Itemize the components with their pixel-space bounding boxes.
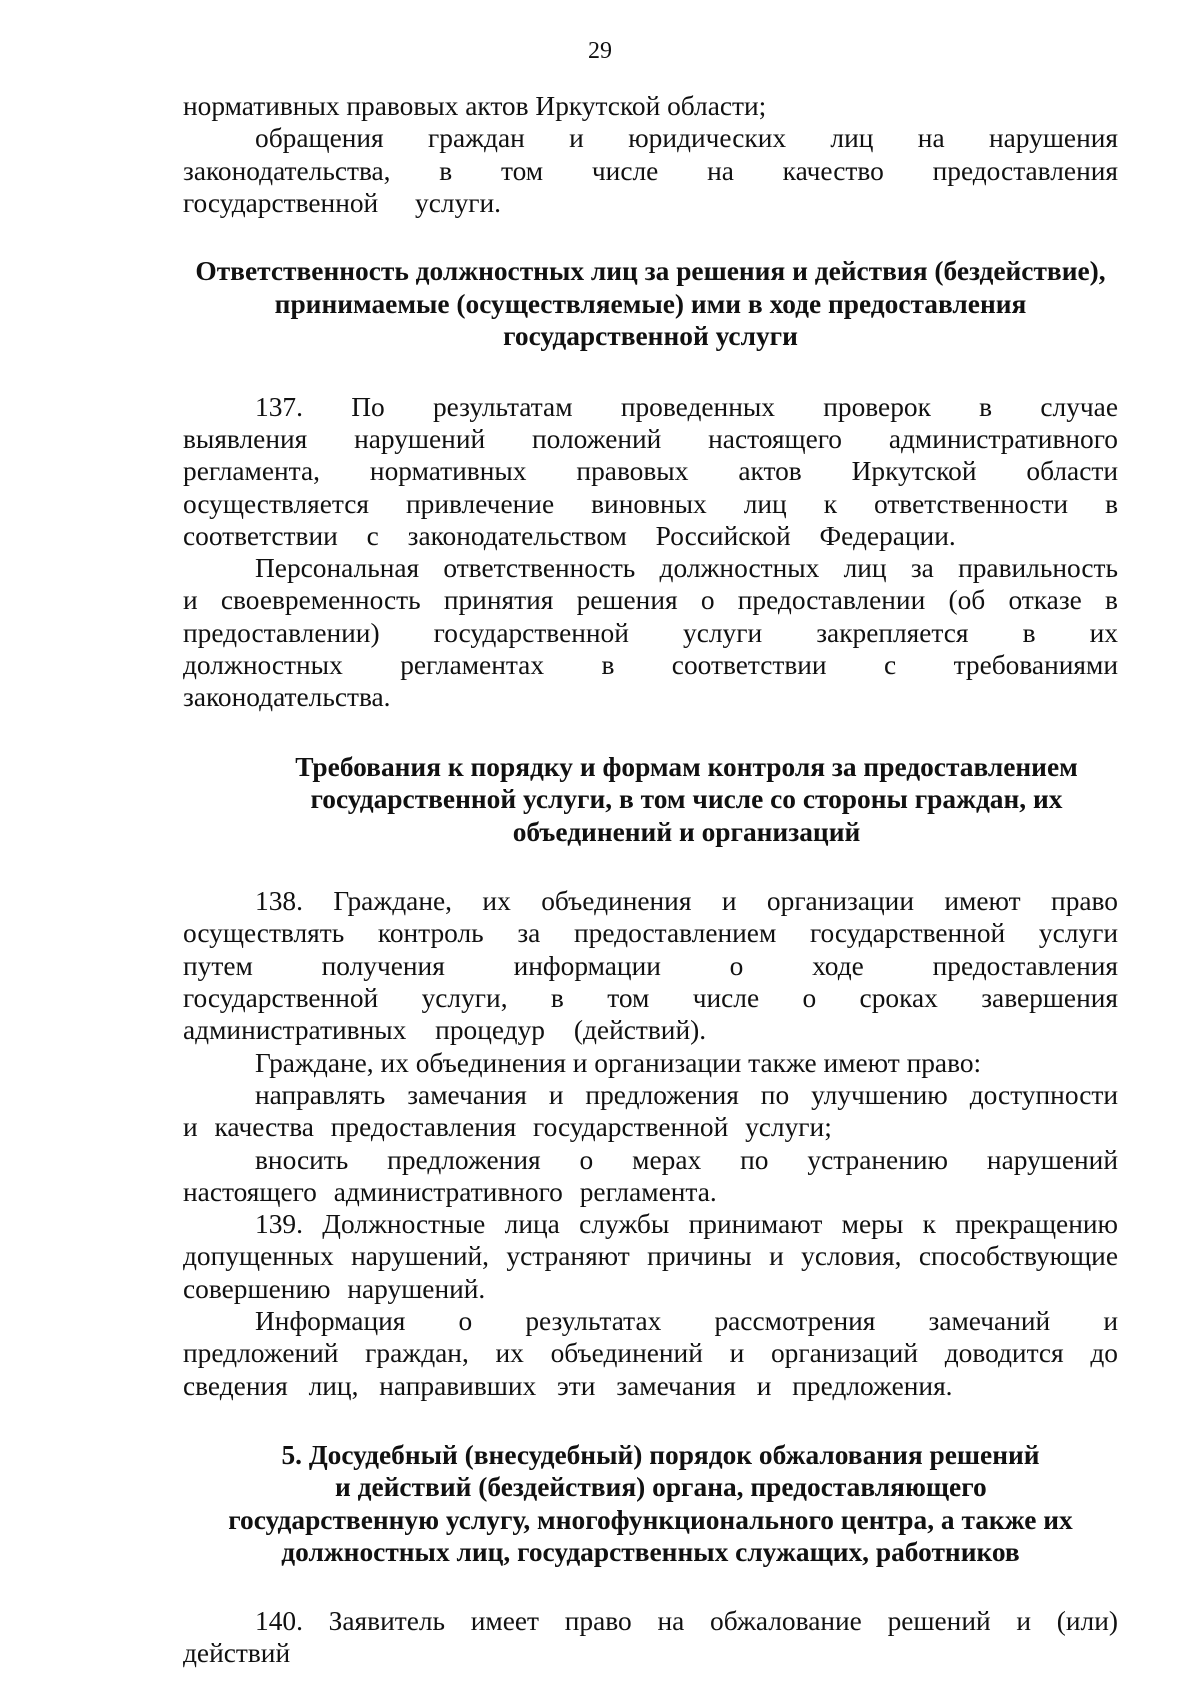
document-body (183, 90, 1118, 1670)
section-heading-5-line3: государственную услугу, многофункционального центра, а также их (228, 1504, 1073, 1535)
section-heading-5-line2: и действий (бездействия) органа, предоставляющего (335, 1472, 987, 1503)
paragraph: обращения граждан и юридических лиц на нарушения законодательства, в том числе на качество предоставления государственной услуги. (183, 123, 1118, 218)
section-heading: Требования к порядку и формам контроля за предоставлением государственной услуги, в том числе со стороны граждан, их объединений и организаций (295, 751, 1078, 847)
section-heading-5 (183, 1439, 1118, 1569)
text-blocks (183, 90, 1118, 1402)
paragraph: вносить предложения о мерах по устранению нарушений настоящего административного регламента. (183, 1144, 1118, 1207)
paragraph: 137. По результатам проведенных проверок в случае выявления нарушений положений настоящего административного регламента, нормативных правовых актов Иркутской области осуществляется привлечение виновных лиц к ответственности в соответствии с законодательством Российской Федерации. (183, 391, 1118, 551)
paragraph-140: 140. Заявитель имеет право на обжалование решений и (или) действий (183, 1605, 1118, 1669)
paragraph: 139. Должностные лица службы принимают меры к прекращению допущенных нарушений, устраняют причины и условия, способствующие совершению нарушений. (183, 1209, 1118, 1304)
paragraph: нормативных правовых актов Иркутской области; (183, 91, 767, 121)
paragraph: Информация о результатах рассмотрения замечаний и предложений граждан, их объединений и организаций доводится до сведения лиц, направивших эти замечания и предложения. (183, 1306, 1118, 1401)
paragraph: направлять замечания и предложения по улучшению доступности и качества предоставления государственной услуги; (183, 1079, 1118, 1143)
section-heading: Ответственность должностных лиц за решения и действия (бездействие), принимаемые (осуществляемые) ими в ходе предоставления государственной услуги (195, 256, 1106, 352)
section-heading-5-line4: должностных лиц, государственных служащих, работников (281, 1537, 1020, 1568)
paragraph: 138. Граждане, их объединения и организации имеют право осуществлять контроль за предоставлением государственной услуги путем получения информации о ходе предоставления государственной услуги, в том числе о сроках завершения административных процедур (действий). (183, 886, 1118, 1046)
paragraph: Персональная ответственность должностных лиц за правильность и своевременность принятия решения о предоставлении (об отказе в предоставлении) государственной услуги закрепляется в их должностных регламентах в соответствии с требованиями законодательства. (183, 553, 1118, 713)
section-heading-5-line1: 5. Досудебный (внесудебный) порядок обжалования решений (281, 1439, 1040, 1470)
paragraph: Граждане, их объединения и организации также имеют право: (255, 1047, 982, 1078)
page-number: 29 (588, 38, 612, 64)
